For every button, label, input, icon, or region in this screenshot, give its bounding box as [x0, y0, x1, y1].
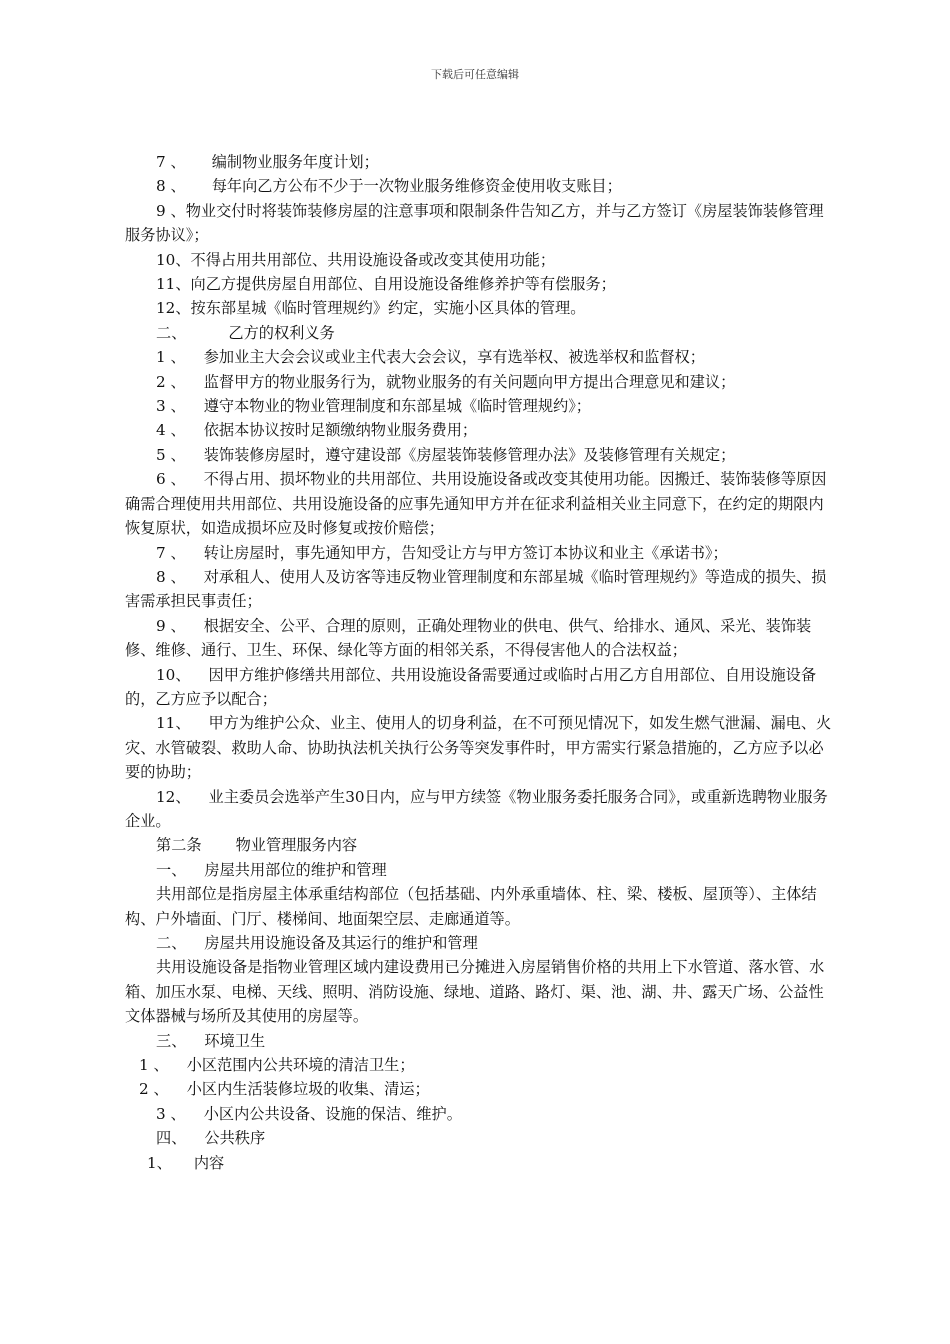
document-body: [125, 150, 837, 1175]
paragraph-text: 物业交付时将装饰装修房屋的注意事项和限制条件告知乙方，并与乙方签订《房屋装饰装修管理服务协议》；: [125, 201, 824, 245]
item-number: 10、: [156, 250, 191, 269]
item-number: 一、: [156, 860, 187, 879]
item-number: 9 、: [156, 201, 186, 220]
item-number: 3 、: [156, 1104, 186, 1123]
section-title: 房屋共用设施设备及其运行的维护和管理: [204, 934, 478, 952]
item-number: 11、: [156, 714, 191, 733]
item-number: 7 、: [156, 543, 186, 562]
paragraph-text: 遵守本物业的物业管理制度和东部星城《临时管理规约》；: [203, 397, 591, 416]
item-number: 12、: [156, 787, 191, 806]
paragraph-b-7: [125, 541, 837, 565]
paragraph-common-parts: [125, 882, 837, 931]
item-number: 5 、: [156, 445, 186, 464]
paragraph-text: 向乙方提供房屋自用部位、自用设施设备维修养护等有偿服务；: [190, 275, 616, 294]
paragraph-b-9: [125, 614, 837, 663]
item-number: 12、: [156, 299, 191, 318]
item-number: 10、: [156, 665, 191, 684]
item-number: 4 、: [156, 421, 186, 440]
paragraph-text: 业主委员会选举产生30日内，应与甲方续签《物业服务委托服务合同》，或重新选聘物业服务企业。: [125, 787, 828, 830]
item-number: 二、: [156, 934, 187, 952]
article-title: 物业管理服务内容: [235, 836, 358, 855]
paragraph-text: 不得占用共用部位、共用设施设备或改变其使用功能；: [190, 250, 556, 269]
paragraph-order-1: [125, 1151, 837, 1175]
section-title: 房屋共用部位的维护和管理: [204, 860, 387, 879]
paragraph-text: 小区内生活装修垃圾的收集、清运；: [186, 1080, 430, 1099]
section-title: 公共秩序: [204, 1129, 266, 1148]
paragraph-text: 内容: [193, 1153, 225, 1172]
section-title: 乙方的权利义务: [228, 323, 335, 342]
page-header: 下载后可任意编辑: [431, 68, 519, 81]
paragraph-item-11: [125, 272, 837, 296]
item-number: 四、: [156, 1129, 187, 1148]
paragraph-text: 装饰装修房屋时，遵守建设部《房屋装饰装修管理办法》及装修管理有关规定；: [203, 445, 736, 464]
paragraph-b-2: [125, 370, 837, 394]
paragraph-b-10: [125, 663, 837, 712]
item-number: 3 、: [156, 397, 186, 416]
item-number: 11、: [156, 275, 191, 294]
paragraph-b-8: [125, 565, 837, 614]
item-number: 1 、: [139, 1056, 169, 1075]
paragraph-text: 对承租人、使用人及访客等违反物业管理制度和东部星城《临时管理规约》等造成的损失、损害需承担民事责任；: [125, 567, 827, 611]
paragraph-b-6: [125, 467, 837, 540]
paragraph-text: 小区范围内公共环境的清洁卫生；: [186, 1056, 415, 1075]
article-heading-2: [125, 833, 837, 857]
paragraph-item-8: [125, 174, 837, 198]
item-number: 1 、: [156, 348, 186, 367]
paragraph-text: 转让房屋时，事先通知甲方，告知受让方与甲方签订本协议和业主《承诺书》；: [203, 543, 728, 562]
paragraph-common-facilities: [125, 955, 837, 1028]
paragraph-text: 按东部星城《临时管理规约》约定，实施小区具体的管理。: [190, 299, 586, 318]
paragraph-b-3: [125, 394, 837, 418]
paragraph-item-12: [125, 296, 837, 320]
paragraph-text: 监督甲方的物业服务行为，就物业服务的有关问题向甲方提出合理意见和建议；: [203, 372, 736, 391]
paragraph-text: 编制物业服务年度计划；: [211, 153, 379, 171]
paragraph-text: 共用部位是指房屋主体承重结构部位（包括基础、内外承重墙体、柱、梁、楼板、屋顶等）、主体结构、户外墙面、门厅、楼梯间、地面架空层、走廊通道等。: [125, 885, 817, 928]
paragraph-text: 小区内公共设备、设施的保洁、维护。: [203, 1104, 462, 1123]
item-number: 1、: [147, 1153, 172, 1172]
item-number: 2 、: [139, 1080, 169, 1099]
paragraph-text: 根据安全、公平、合理的原则，正确处理物业的供电、供气、给排水、通风、采光、装饰装修、维修、通行、卫生、环保、绿化等方面的相邻关系，不得侵害他人的合法权益；: [125, 616, 812, 660]
item-number: 6 、: [156, 470, 186, 489]
item-number: 7 、: [156, 153, 186, 171]
paragraph-text: 每年向乙方公布不少于一次物业服务维修资金使用收支账目；: [211, 177, 622, 196]
paragraph-b-4: [125, 418, 837, 442]
item-number: 8 、: [156, 567, 186, 586]
paragraph-b-12: [125, 785, 837, 834]
paragraph-text: 不得占用、损坏物业的共用部位、共用设施设备或改变其使用功能。因搬迁、装饰装修等原因确需合理使用共用部位、共用设施设备的应事先通知甲方并在征求利益相关业主同意下，在约定的期限内恢复原状，如造成损坏应及时修复或按价赔偿；: [125, 470, 827, 538]
subsection-heading-2: [125, 931, 837, 955]
paragraph-text: 依据本协议按时足额缴纳物业服务费用；: [203, 421, 478, 440]
paragraph-env-1: [125, 1053, 837, 1077]
subsection-heading-1: [125, 858, 837, 882]
paragraph-item-9: [125, 199, 837, 248]
paragraph-env-2: [125, 1077, 837, 1101]
paragraph-b-1: [125, 345, 837, 369]
article-number: 第二条: [156, 836, 202, 855]
paragraph-item-10: [125, 248, 837, 272]
paragraph-text: 参加业主大会会议或业主代表大会会议，享有选举权、被选举权和监督权；: [203, 348, 705, 367]
paragraph-b-11: [125, 711, 837, 784]
item-number: 9 、: [156, 616, 186, 635]
paragraph-env-3: [125, 1102, 837, 1126]
paragraph-b-5: [125, 443, 837, 467]
item-number: 2 、: [156, 372, 186, 391]
section-title: 环境卫生: [204, 1031, 266, 1050]
paragraph-text: 因甲方维护修缮共用部位、共用设施设备需要通过或临时占用乙方自用部位、自用设施设备的，乙方应予以配合；: [125, 665, 817, 708]
subsection-heading-3: [125, 1029, 837, 1053]
item-number: 8 、: [156, 177, 186, 196]
paragraph-text: 共用设施设备是指物业管理区域内建设费用已分摊进入房屋销售价格的共用上下水管道、落水管、水箱、加压水泵、电梯、天线、照明、消防设施、绿地、道路、路灯、渠、池、湖、井、露天广场、公益性文体器械与场所及其使用的房屋等。: [125, 958, 825, 1026]
item-number: 三、: [156, 1031, 187, 1050]
paragraph-item-7: [125, 150, 837, 174]
section-heading-2: [125, 321, 837, 345]
item-number: 二、: [156, 323, 187, 342]
paragraph-text: 甲方为维护公众、业主、使用人的切身利益，在不可预见情况下，如发生燃气泄漏、漏电、火灾、水管破裂、救助人命、协助执法机关执行公务等突发事件时，甲方需实行紧急措施的，乙方应予以必要的协助；: [125, 714, 832, 782]
subsection-heading-4: [125, 1126, 837, 1150]
